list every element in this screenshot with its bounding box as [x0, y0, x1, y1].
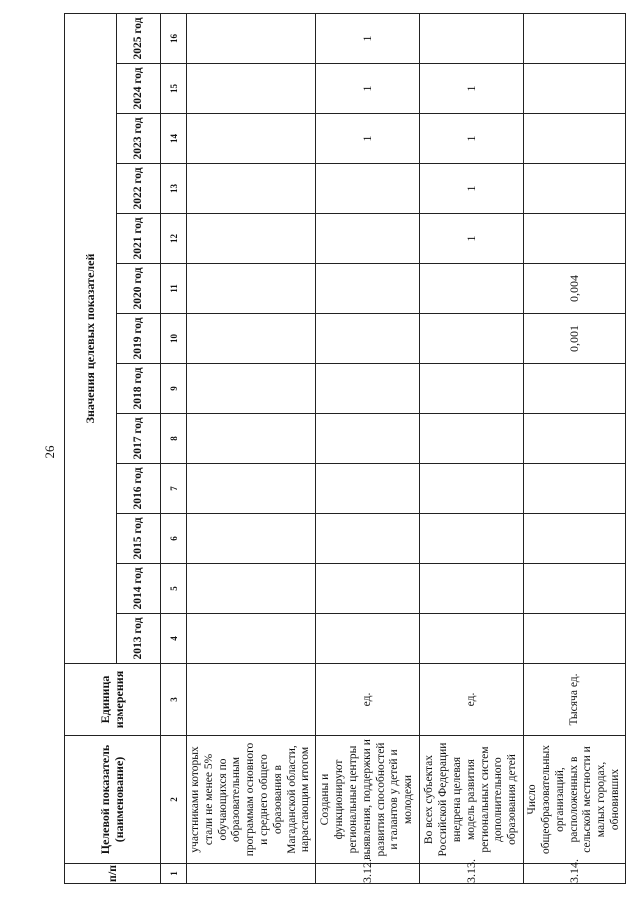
value-cell	[524, 64, 626, 114]
value-cell	[524, 164, 626, 214]
table-row	[420, 13, 524, 883]
value-cell	[187, 13, 316, 63]
value-cell: 1	[420, 114, 524, 164]
value-cell	[316, 214, 420, 264]
value-cell	[187, 314, 316, 364]
table-row	[316, 13, 420, 883]
value-cell	[524, 114, 626, 164]
value-cell	[187, 614, 316, 664]
value-cell	[524, 514, 626, 564]
value-cell: 1	[420, 64, 524, 114]
column-number: 5	[161, 564, 187, 614]
value-cell	[524, 414, 626, 464]
value-cell	[187, 264, 316, 314]
value-cell	[187, 464, 316, 514]
header-pp: п/п	[65, 864, 161, 884]
value-cell: 1	[316, 64, 420, 114]
column-number: 14	[161, 114, 187, 164]
value-cell	[316, 564, 420, 614]
column-number: 15	[161, 64, 187, 114]
value-cell	[420, 514, 524, 564]
value-cell	[420, 414, 524, 464]
value-cell: 0,001	[524, 314, 626, 364]
value-cell	[316, 614, 420, 664]
row-number: 3.13.	[420, 864, 524, 884]
value-cell	[316, 364, 420, 414]
value-cell: 1	[420, 164, 524, 214]
header-year: 2021 год	[117, 214, 161, 264]
value-cell	[316, 414, 420, 464]
header-year: 2013 год	[117, 614, 161, 664]
column-number: 11	[161, 264, 187, 314]
value-cell	[316, 314, 420, 364]
indicators-table	[64, 13, 626, 884]
header-year: 2020 год	[117, 264, 161, 314]
column-number: 10	[161, 314, 187, 364]
value-cell	[420, 314, 524, 364]
unit-cell: ед.	[420, 664, 524, 736]
indicator-name: участниками которых стали не менее 5% обучающихся по образовательным программам основного и среднего общего образования в Магаданской области, нарастающим итогом	[187, 736, 316, 864]
page-number: 26	[42, 445, 57, 459]
row-number: 3.14.	[524, 864, 626, 884]
header-indicator: Целевой показатель (наименование)	[65, 736, 161, 864]
header-year: 2015 год	[117, 514, 161, 564]
unit-cell: Тысяча ед.	[524, 664, 626, 736]
value-cell	[187, 64, 316, 114]
value-cell	[524, 214, 626, 264]
value-cell: 1	[316, 13, 420, 63]
value-cell	[187, 214, 316, 264]
value-cell	[187, 514, 316, 564]
column-number: 7	[161, 464, 187, 514]
value-cell: 1	[420, 214, 524, 264]
column-number: 16	[161, 13, 187, 63]
value-cell	[524, 13, 626, 63]
header-year: 2019 год	[117, 314, 161, 364]
unit-cell: ед.	[316, 664, 420, 736]
header-year: 2014 год	[117, 564, 161, 614]
header-year: 2023 год	[117, 114, 161, 164]
header-unit: Единица измерения	[65, 664, 161, 736]
header-year: 2017 год	[117, 414, 161, 464]
row-number: 3.12.	[316, 864, 420, 884]
value-cell	[420, 364, 524, 414]
value-cell: 1	[316, 114, 420, 164]
row-number	[187, 864, 316, 884]
value-cell	[316, 164, 420, 214]
header-year: 2022 год	[117, 164, 161, 214]
value-cell	[316, 514, 420, 564]
value-cell	[316, 264, 420, 314]
value-cell	[187, 164, 316, 214]
header-year: 2018 год	[117, 364, 161, 414]
value-cell	[187, 114, 316, 164]
value-cell	[524, 614, 626, 664]
indicator-name: Число общеобразовательных организаций, расположенных в сельской местности и малых городах, обновивших	[524, 736, 626, 864]
header-year: 2016 год	[117, 464, 161, 514]
column-number: 3	[161, 664, 187, 736]
header-year: 2024 год	[117, 64, 161, 114]
value-cell	[316, 464, 420, 514]
unit-cell	[187, 664, 316, 736]
value-cell	[420, 564, 524, 614]
column-number: 13	[161, 164, 187, 214]
value-cell	[420, 264, 524, 314]
value-cell	[187, 364, 316, 414]
value-cell	[524, 464, 626, 514]
table-row	[187, 13, 316, 883]
column-number: 4	[161, 614, 187, 664]
value-cell	[420, 614, 524, 664]
value-cell	[420, 13, 524, 63]
header-values: Значения целевых показателей	[65, 13, 117, 663]
value-cell	[420, 464, 524, 514]
column-number: 8	[161, 414, 187, 464]
indicator-name: Во всех субъектах Российской Федерации внедрена целевая модель развития региональных систем дополнительного образования детей	[420, 736, 524, 864]
column-number: 6	[161, 514, 187, 564]
table-row	[524, 13, 626, 883]
value-cell: 0,004	[524, 264, 626, 314]
value-cell	[187, 414, 316, 464]
value-cell	[524, 564, 626, 614]
value-cell	[187, 564, 316, 614]
column-number: 2	[161, 736, 187, 864]
column-number: 1	[161, 864, 187, 884]
value-cell	[524, 364, 626, 414]
column-number: 9	[161, 364, 187, 414]
header-year: 2025 год	[117, 13, 161, 63]
rotated-table-container	[64, 14, 619, 884]
column-number: 12	[161, 214, 187, 264]
indicator-name: Созданы и функционируют региональные центры выявления, поддержки и развития способностей и талантов у детей и молодежи	[316, 736, 420, 864]
